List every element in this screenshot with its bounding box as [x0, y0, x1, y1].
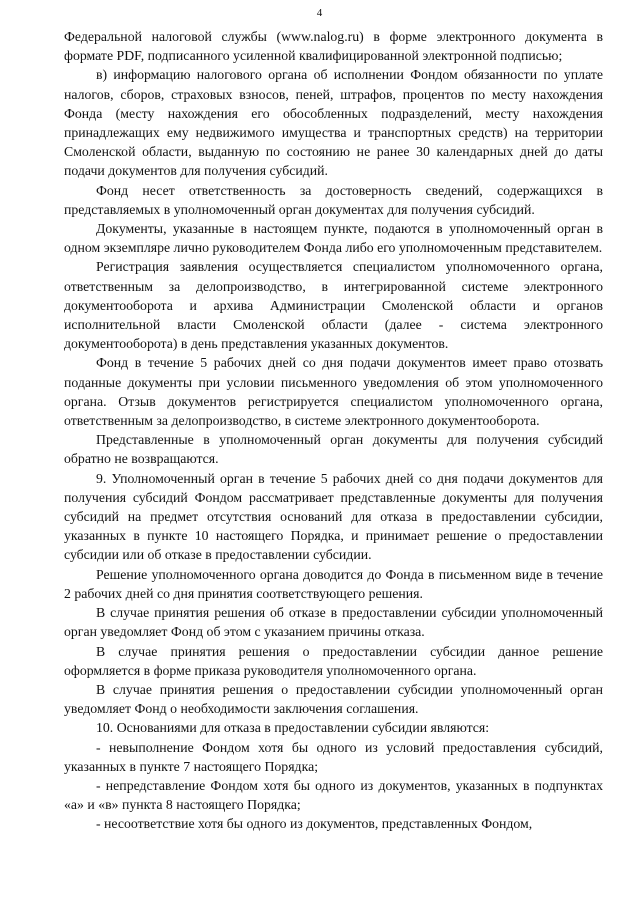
paragraph-continuation: Федеральной налоговой службы (www.nalog.ru) в форме электронного документа в формате PDF, подписанного усиленной квалифицированной электронной подписью; — [64, 29, 603, 64]
paragraph-submission: Документы, указанные в настоящем пункте, подаются в уполномоченный орган в одном экземпляре лично руководителем Фонда либо его уполномоченным представителем. — [64, 221, 603, 256]
paragraph-clause-10: 10. Основаниями для отказа в предоставлении субсидии являются: — [96, 720, 490, 736]
list-item-refusal-reason: - непредставление Фондом хотя бы одного из документов, указанных в подпунктах «а» и «в» пункта 8 настоящего Порядка; — [64, 777, 603, 813]
paragraph-item-v: в) информацию налогового органа об исполнении Фондом обязанности по уплате налогов, сборов, страховых взносов, пеней, штрафов, процентов по месту нахождения Фонда (месту нахождения его обособленных подразделений, месту нахождения принадлежащих ему недвижимого имущества и транспортных средств) на территории Смоленской области, выданную по состоянию не ранее 30 календарных дней до даты подачи документов для получения субсидий. — [64, 67, 603, 179]
paragraph-withdrawal: Фонд в течение 5 рабочих дней со дня подачи документов имеет право отозвать поданные документы при условии письменного уведомления об этом уполномоченного органа. Отзыв документов регистрируется специалистом уполномоченного органа, ответственным за делопроизводство, в системе электронного документооборота. — [64, 355, 603, 429]
document-body — [64, 27, 603, 834]
paragraph-agreement-notice: В случае принятия решения о предоставлении субсидии уполномоченный орган уведомляет Фонд о необходимости заключения соглашения. — [64, 681, 603, 717]
paragraph-responsibility: Фонд несет ответственность за достоверность сведений, содержащихся в представляемых в уполномоченный орган документах для получения субсидий. — [64, 182, 603, 217]
paragraph-registration: Регистрация заявления осуществляется специалистом уполномоченного органа, ответственным за делопроизводство, в интегрированной системе электронного документооборота и архива Администрации Смоленской области и органов исполнительной власти Смоленской области (далее - система электронного документооборота) в день представления указанных документов. — [64, 259, 603, 352]
list-item-refusal-reason: - несоответствие хотя бы одного из документов, представленных Фондом, — [96, 816, 533, 832]
page-number: 4 — [316, 7, 323, 19]
paragraph-clause-9: 9. Уполномоченный орган в течение 5 рабочих дней со дня подачи документов для получения субсидий Фондом рассматривает представленные документы для получения субсидий на предмет отсутствия оснований для отказа в предоставлении субсидии, указанных в пункте 10 настоящего Порядка, и принимает решение о предоставлении субсидии или об отказе в предоставлении субсидии. — [64, 470, 603, 563]
paragraph-grant-order: В случае принятия решения о предоставлении субсидии данное решение оформляется в форме приказа руководителя уполномоченного органа. — [64, 643, 603, 678]
list-item-refusal-reason: - невыполнение Фондом хотя бы одного из условий предоставления субсидий, указанных в пункте 7 настоящего Порядка; — [64, 739, 603, 774]
paragraph-decision-notice: Решение уполномоченного органа доводится до Фонда в письменном виде в течение 2 рабочих дней со дня принятия соответствующего решения. — [64, 566, 603, 601]
paragraph-no-return: Представленные в уполномоченный орган документы для получения субсидий обратно не возвращаются. — [64, 432, 603, 467]
paragraph-refusal-notice: В случае принятия решения об отказе в предоставлении субсидии уполномоченный орган уведомляет Фонд об этом с указанием причины отказа. — [64, 605, 603, 640]
